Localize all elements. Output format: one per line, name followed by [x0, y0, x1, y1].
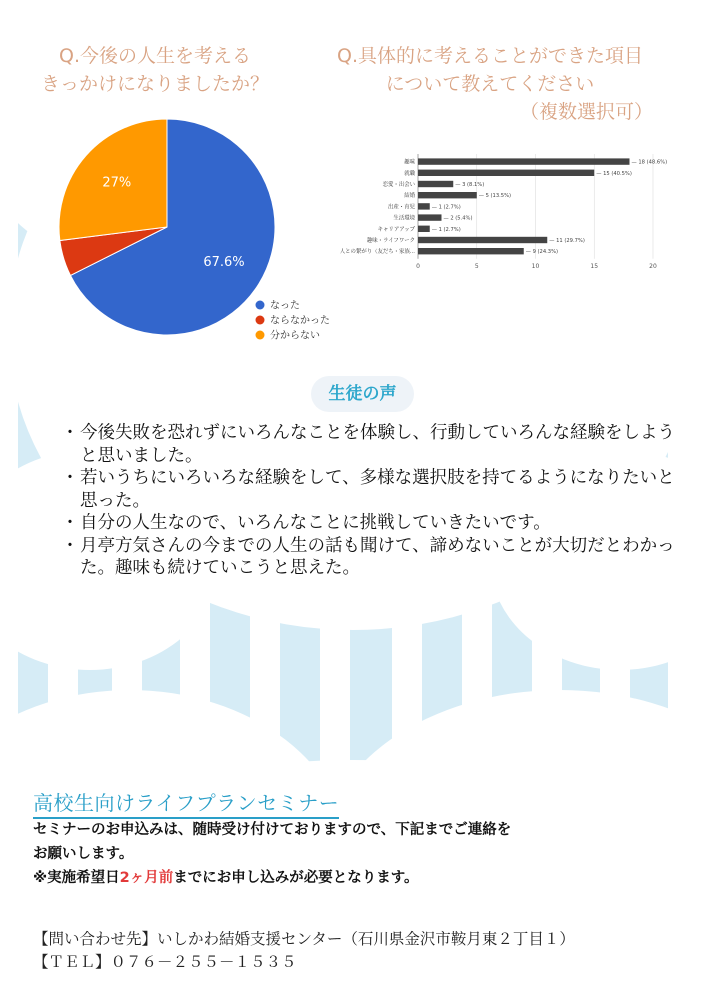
bar-value-label: — 1 (2.7%)	[431, 204, 461, 211]
bar	[418, 192, 477, 198]
x-tick-label: 5	[474, 262, 479, 270]
deadline-suffix: までにお申し込みが必要となります。	[173, 870, 419, 886]
seminar-title: 高校生向けライフプランセミナー	[33, 787, 339, 819]
voice-item	[60, 535, 690, 580]
legend-label: ならなかった	[270, 315, 330, 327]
bar	[418, 158, 630, 164]
contact-info	[33, 928, 575, 974]
x-tick-label: 20	[649, 262, 657, 270]
question-2-line: について教えてください	[385, 73, 595, 95]
voice-text: 今後失敗を恐れずにいろんなことを体験し、行動していろんな経験をしようと思いました。	[80, 423, 675, 466]
bar-value-label: — 3 (8.1%)	[455, 182, 485, 188]
seminar-line: セミナーのお申込みは、随時受け付けておりますので、下記までご連絡を	[33, 822, 512, 838]
legend-marker	[256, 331, 265, 340]
seminar-description	[33, 818, 673, 890]
bar-value-label: — 5 (13.5%)	[478, 193, 512, 200]
voice-text: 月亭方気さんの今までの人生の話も聞けて、諦めないことが大切だとわかった。趣味も続けていこうと思えた。	[80, 535, 675, 578]
student-voice-list	[60, 422, 690, 580]
bar-category-label: 就職	[404, 170, 415, 177]
deadline-highlight: 2ヶ月前	[119, 870, 174, 886]
voice-item	[60, 512, 690, 535]
legend-label: なった	[270, 300, 300, 312]
bar	[418, 248, 524, 254]
question-1-title	[30, 42, 280, 98]
pie-chart	[40, 110, 340, 360]
voice-text: 自分の人生なので、いろんなことに挑戦していきたいです。	[80, 513, 551, 533]
bar-category-label: 人との繋がり（友だち・家族...	[339, 249, 415, 256]
legend-label: 分からない	[270, 330, 320, 342]
bullet: ・	[61, 513, 79, 533]
bar-value-label: — 11 (29.7%)	[549, 238, 585, 244]
question-1-line: きっかけになりましたか？	[40, 73, 269, 95]
bar-category-label: キャリアアップ	[377, 226, 415, 233]
question-1-line: Q.今後の人生を考える	[59, 45, 251, 67]
bar-value-label: — 15 (40.5%)	[596, 170, 632, 177]
contact-phone: 【ＴＥＬ】０７６－２５５－１５３５	[33, 953, 297, 971]
legend-marker	[256, 316, 265, 325]
question-2-line: （複数選択可）	[519, 101, 653, 123]
student-voice-badge: 生徒の声	[311, 376, 414, 412]
bar	[418, 181, 453, 187]
bar-category-label: 恋愛・出会い	[382, 182, 415, 188]
voice-item	[60, 422, 690, 467]
bar-value-label: — 2 (5.4%)	[443, 215, 473, 222]
x-tick-label: 10	[531, 262, 540, 270]
bar	[418, 237, 547, 243]
seminar-line: お願いします。	[33, 846, 134, 862]
pie-slice-label: 27%	[102, 175, 132, 191]
contact-address: 【問い合わせ先】いしかわ結婚支援センター（石川県金沢市鞍月東２丁目１）	[33, 930, 575, 948]
legend-marker	[256, 301, 265, 310]
question-2-line: Q.具体的に考えることができた項目	[337, 45, 643, 67]
bar-value-label: — 1 (2.7%)	[431, 226, 461, 233]
seminar-deadline-line	[33, 866, 673, 890]
bar-category-label: 趣味	[404, 159, 415, 166]
bar	[418, 214, 442, 220]
x-tick-label: 15	[590, 262, 599, 270]
voice-item	[60, 467, 690, 512]
bar-category-label: 出産・育児	[388, 204, 415, 211]
bar-chart	[330, 150, 670, 275]
bar-value-label: — 9 (24.3%)	[525, 249, 559, 256]
bar-value-label: — 18 (48.6%)	[631, 159, 668, 166]
bar	[418, 203, 430, 209]
bullet: ・	[61, 535, 79, 556]
bullet: ・	[61, 468, 79, 488]
bar	[418, 226, 430, 232]
question-2-title	[315, 42, 665, 126]
bar-category-label: 趣味・ライフワーク	[366, 238, 415, 244]
deadline-prefix: ※実施希望日	[33, 870, 120, 886]
bar-category-label: 結婚	[404, 193, 415, 200]
bar-category-label: 生活環境	[393, 215, 415, 222]
x-tick-label: 0	[416, 262, 420, 270]
voice-text: 若いうちにいろいろな経験をして、多様な選択肢を持てるようになりたいと思った。	[80, 468, 675, 511]
pie-slice-label: 67.6%	[203, 255, 245, 271]
bullet: ・	[61, 423, 79, 443]
bar	[418, 170, 594, 176]
